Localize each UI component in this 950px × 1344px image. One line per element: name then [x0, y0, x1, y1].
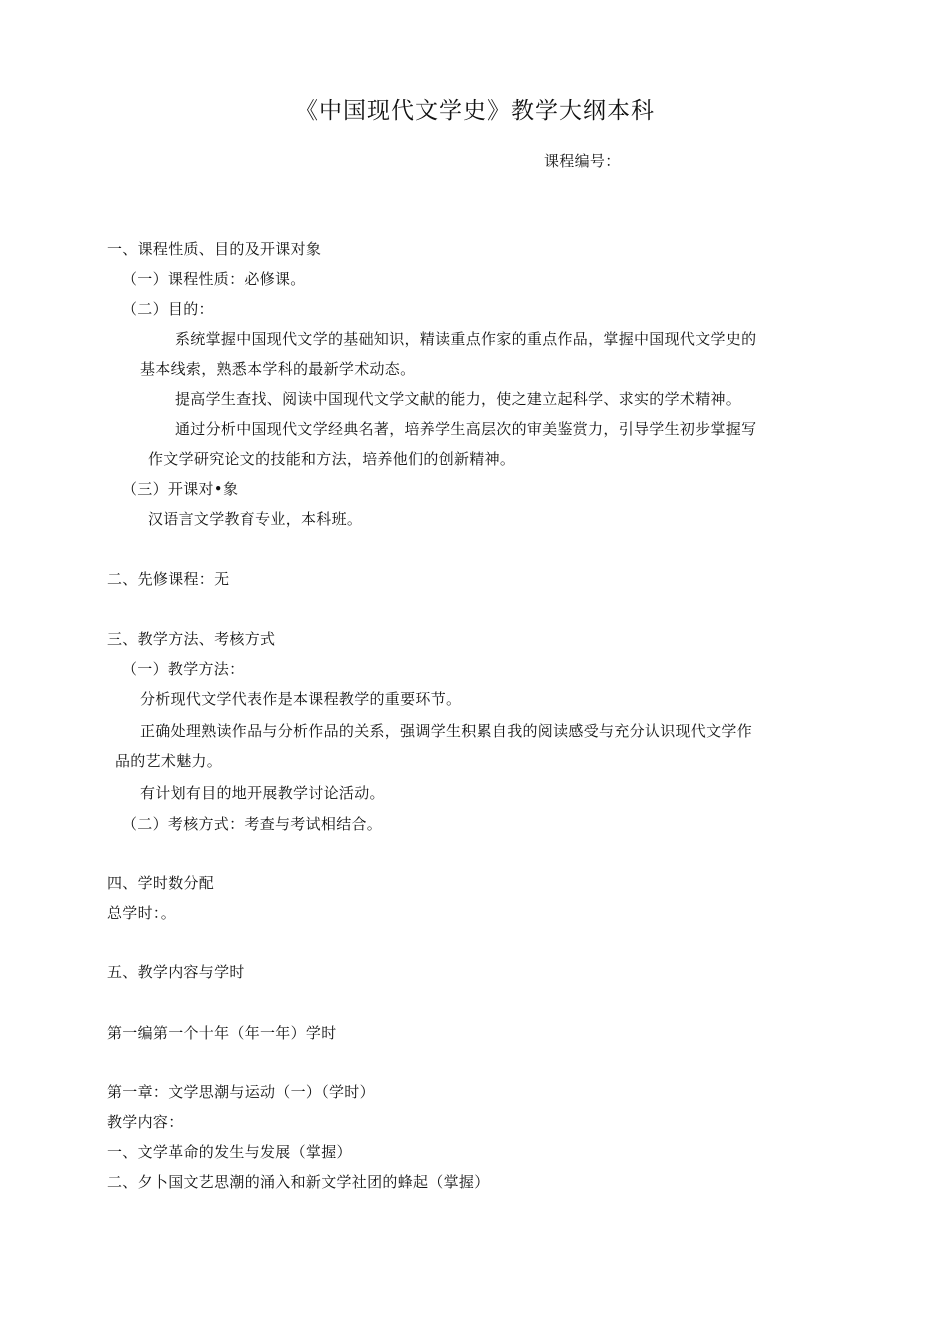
- method-3: 有计划有目的地开展教学讨论活动。: [140, 784, 385, 802]
- purpose-paragraph-3-line-1: 通过分析中国现代文学经典名著，培养学生高层次的审美鉴赏力，引导学生初步掌握写: [175, 420, 757, 438]
- section-2-heading: 二、先修课程：无: [107, 570, 230, 588]
- content-item-1: 一、文学革命的发生与发展（掌握）: [107, 1143, 352, 1161]
- content-label: 教学内容：: [107, 1113, 184, 1131]
- methods-heading: （一）教学方法：: [122, 660, 245, 678]
- purpose-paragraph-3-line-2: 作文学研究论文的技能和方法，培养他们的创新精神。: [148, 450, 516, 468]
- content-item-2: 二、夕卜国文艺思潮的涌入和新文学社团的蜂起（掌握）: [107, 1173, 490, 1191]
- course-code-label: 课程编号：: [544, 152, 621, 170]
- target-heading: （三）开课对•象: [122, 480, 239, 498]
- target-audience: 汉语言文学教育专业，本科班。: [148, 510, 363, 528]
- purpose-heading: （二）目的：: [122, 300, 214, 318]
- purpose-paragraph-1-line-1: 系统掌握中国现代文学的基础知识，精读重点作家的重点作品，掌握中国现代文学史的: [175, 330, 757, 348]
- purpose-paragraph-2: 提高学生查找、阅读中国现代文学文献的能力，使之建立起科学、求实的学术精神。: [175, 390, 742, 408]
- chapter-1-heading: 第一章：文学思潮与运动（一）（学时）: [107, 1083, 375, 1101]
- total-hours: 总学时：。: [107, 904, 177, 922]
- purpose-paragraph-1-line-2: 基本线索，熟悉本学科的最新学术动态。: [140, 360, 416, 378]
- assessment-method: （二）考核方式：考查与考试相结合。: [122, 815, 383, 833]
- section-3-heading: 三、教学方法、考核方式: [107, 630, 276, 648]
- section-4-heading: 四、学时数分配: [107, 874, 215, 892]
- document-title: 《中国现代文学史》教学大纲本科: [295, 98, 655, 124]
- method-2-line-1: 正确处理熟读作品与分析作品的关系，强调学生积累自我的阅读感受与充分认识现代文学作: [140, 722, 753, 740]
- section-1-heading: 一、课程性质、目的及开课对象: [107, 240, 322, 258]
- section-5-heading: 五、教学内容与学时: [107, 963, 245, 981]
- course-nature: （一）课程性质：必修课。: [122, 270, 306, 288]
- part-1-heading: 第一编第一个十年（年一年）学时: [107, 1024, 337, 1042]
- method-2-line-2: 品的艺术魅力。: [115, 752, 223, 770]
- method-1: 分析现代文学代表作是本课程教学的重要环节。: [140, 690, 462, 708]
